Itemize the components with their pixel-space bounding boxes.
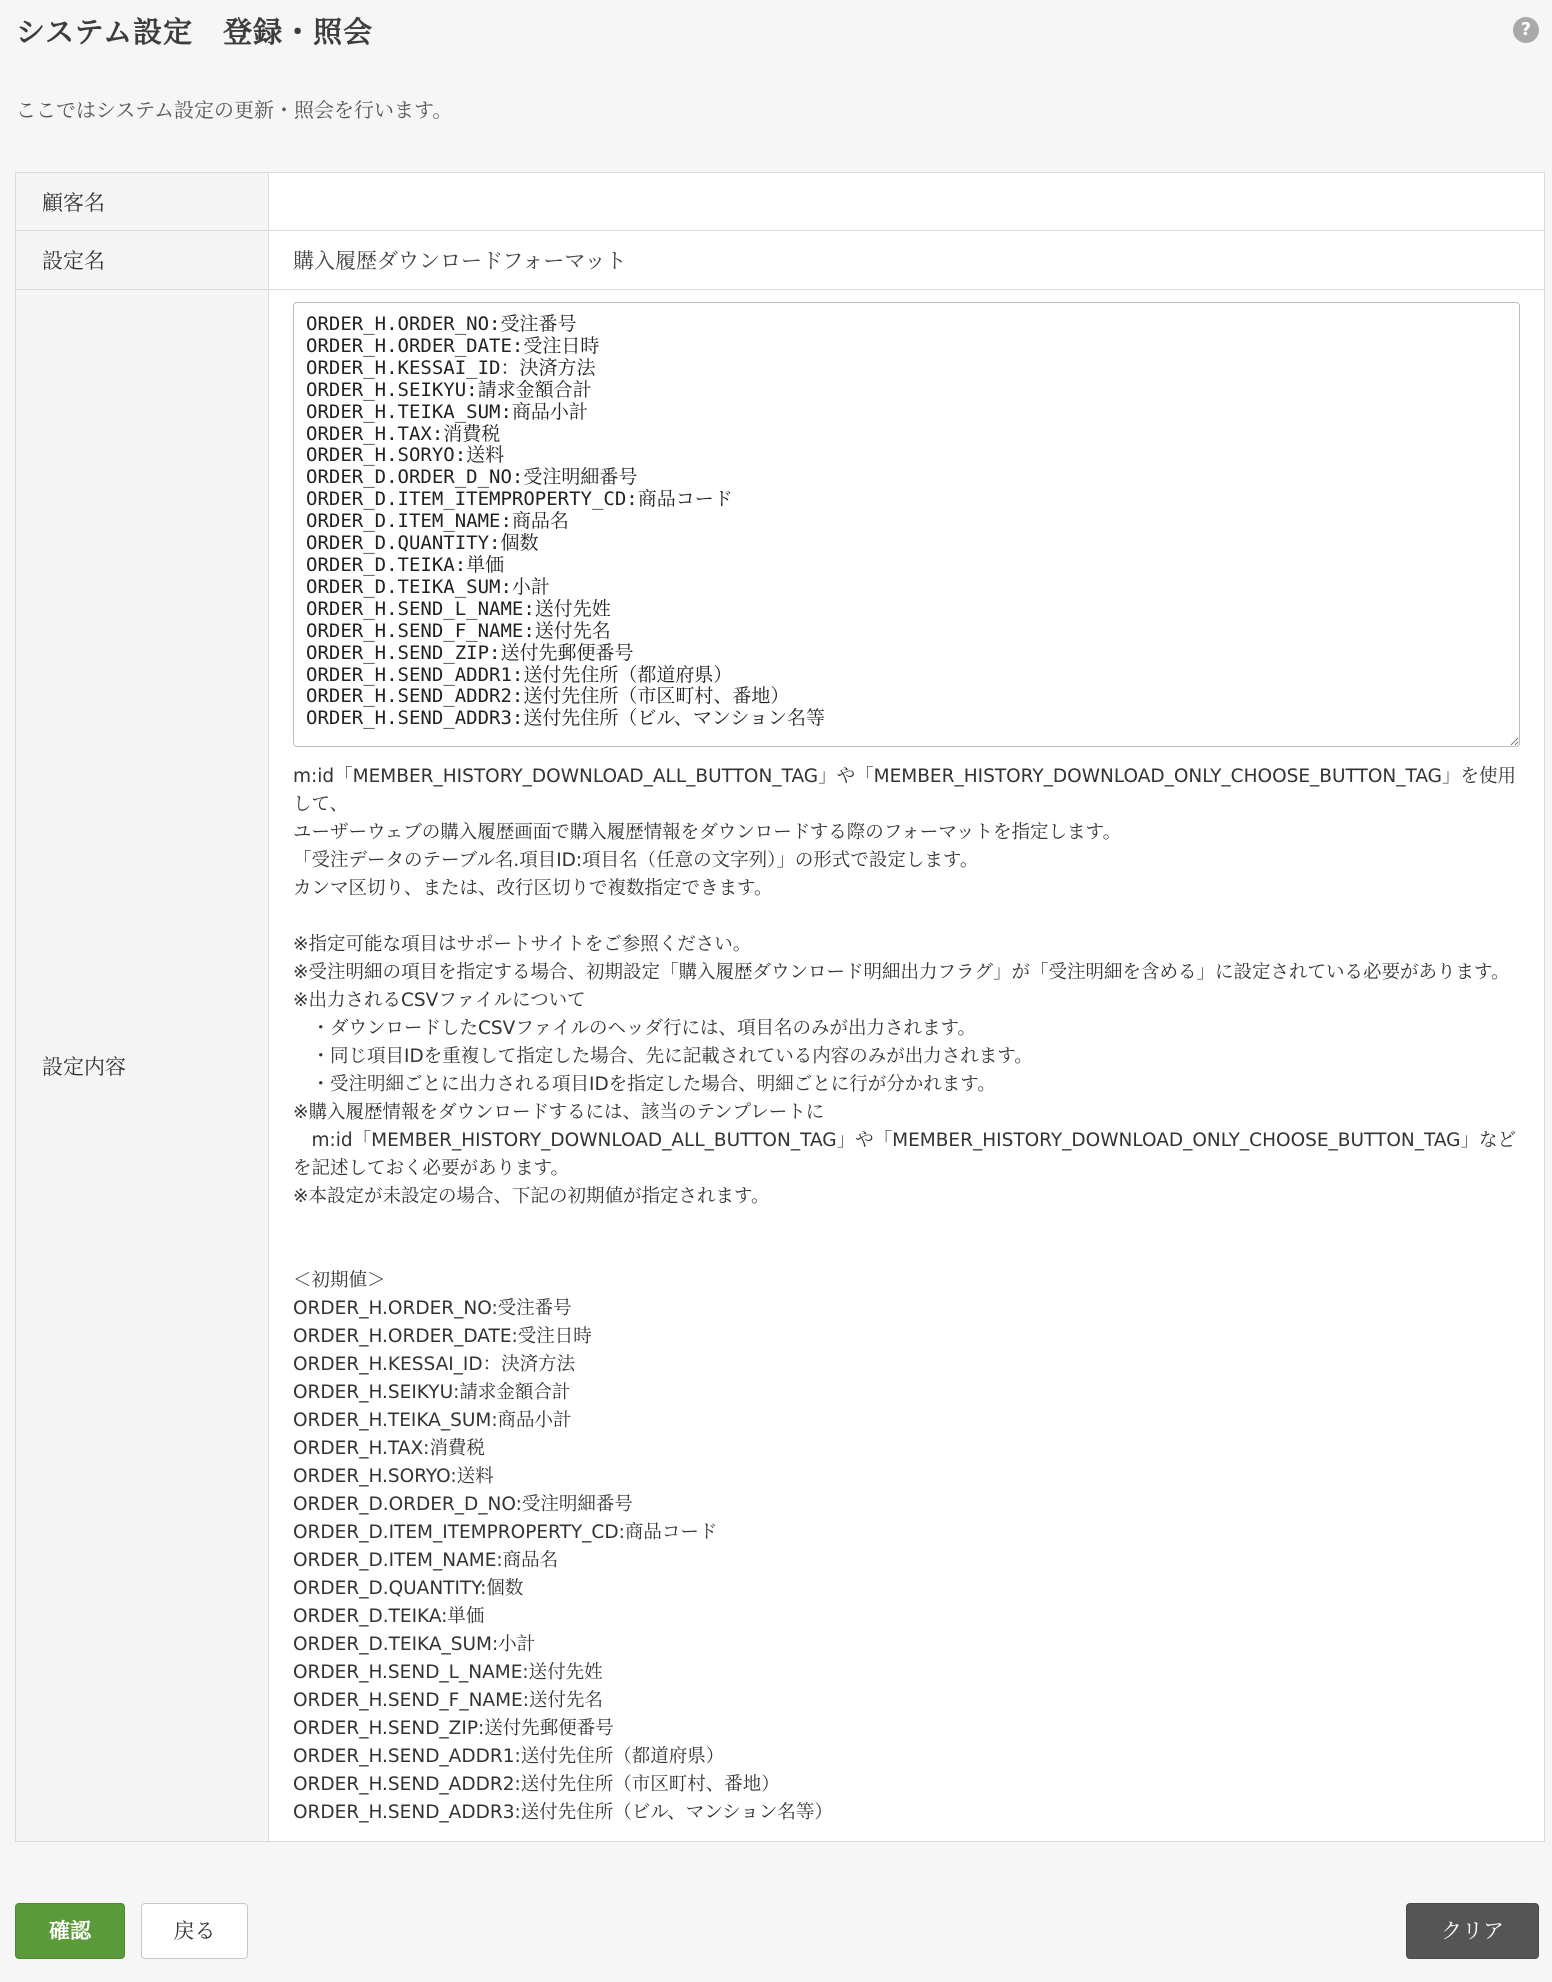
page-title: システム設定 登録・照会 <box>16 15 374 49</box>
setting-help-text: m:id「MEMBER_HISTORY_DOWNLOAD_ALL_BUTTON_TAG」や「MEMBER_HISTORY_DOWNLOAD_ONLY_CHOOSE_BUTTON_TAG」を使用して、 ユーザーウェブの購入履歴画面で購入履歴情報をダウンロードする際のフォーマットを指定します。 「受注データのテーブル名.項目ID:項目名（任意の文字列）」の形式で設定します。 カンマ区切り、または、改行区切りで複数指定できます。 ※指定可能な項目はサポートサイトをご参照ください。 ※受注明細の項目を指定する場合、初期設定「購入履歴ダウンロード明細出力フラグ」が「受注明細を含める」に設定されている必要があります。 ※出力されるCSVファイルについて ・ダウンロードしたCSVファイルのヘッダ行には、項目名のみが出力されます。 ・同じ項目IDを重複して指定した場合、先に記載されている内容のみが出力されます。 ・受注明細ごとに出力される項目IDを指定した場合、明細ごとに行が分かれます。 ※購入履歴情報をダウンロードするには、該当のテンプレートに m:id「MEMBER_HISTORY_DOWNLOAD_ALL_BUTTON_TAG」や「MEMBER_HISTORY_DOWNLOAD_ONLY_CHOOSE_BUTTON_TAG」などを記述しておく必要があります。 ※本設定が未設定の場合、下記の初期値が指定されます。 ＜初期値＞ ORDER_H.ORDER_NO:受注番号 ORDER_H.ORDER_DATE:受注日時 ORDER_H.KESSAI_ID：決済方法 ORDER_H.SEIKYU:請求金額合計 ORDER_H.TEIKA_SUM:商品小計 ORDER_H.TAX:消費税 ORDER_H.SORYO:送料 ORDER_D.ORDER_D_NO:受注明細番号 ORDER_D.ITEM_ITEMPROPERTY_CD:商品コード ORDER_D.ITEM_NAME:商品名 ORDER_D.QUANTITY:個数 ORDER_D.TEIKA:単価 ORDER_D.TEIKA_SUM:小計 ORDER_H.SEND_L_NAME:送付先姓 ORDER_H.SEND_F_NAME:送付先名 ORDER_H.SEND_ZIP:送付先郵便番号 ORDER_H.SEND_ADDR1:送付先住所（都道府県） ORDER_H.SEND_ADDR2:送付先住所（市区町村、番地） ORDER_H.SEND_ADDR3:送付先住所（ビル、マンション名等） <box>293 766 1516 1823</box>
customer-row <box>16 173 1545 231</box>
setting-name-label: 設定名 <box>16 231 269 290</box>
setting-content-cell <box>269 290 1545 1842</box>
question-circle-icon[interactable]: ? <box>1513 17 1539 43</box>
page-description: ここではシステム設定の更新・照会を行います。 <box>16 98 453 122</box>
setting-name-value: 購入履歴ダウンロードフォーマット <box>269 231 1545 290</box>
customer-value <box>269 173 1545 231</box>
setting-name-row <box>16 231 1545 290</box>
settings-form-table <box>15 172 1545 1842</box>
clear-button[interactable]: クリア <box>1406 1903 1539 1959</box>
setting-content-textarea[interactable] <box>293 302 1520 747</box>
setting-content-label: 設定内容 <box>16 290 269 1842</box>
confirm-button[interactable]: 確認 <box>15 1903 125 1959</box>
back-button[interactable]: 戻る <box>141 1903 248 1959</box>
setting-content-row <box>16 290 1545 1842</box>
customer-label: 顧客名 <box>16 173 269 231</box>
